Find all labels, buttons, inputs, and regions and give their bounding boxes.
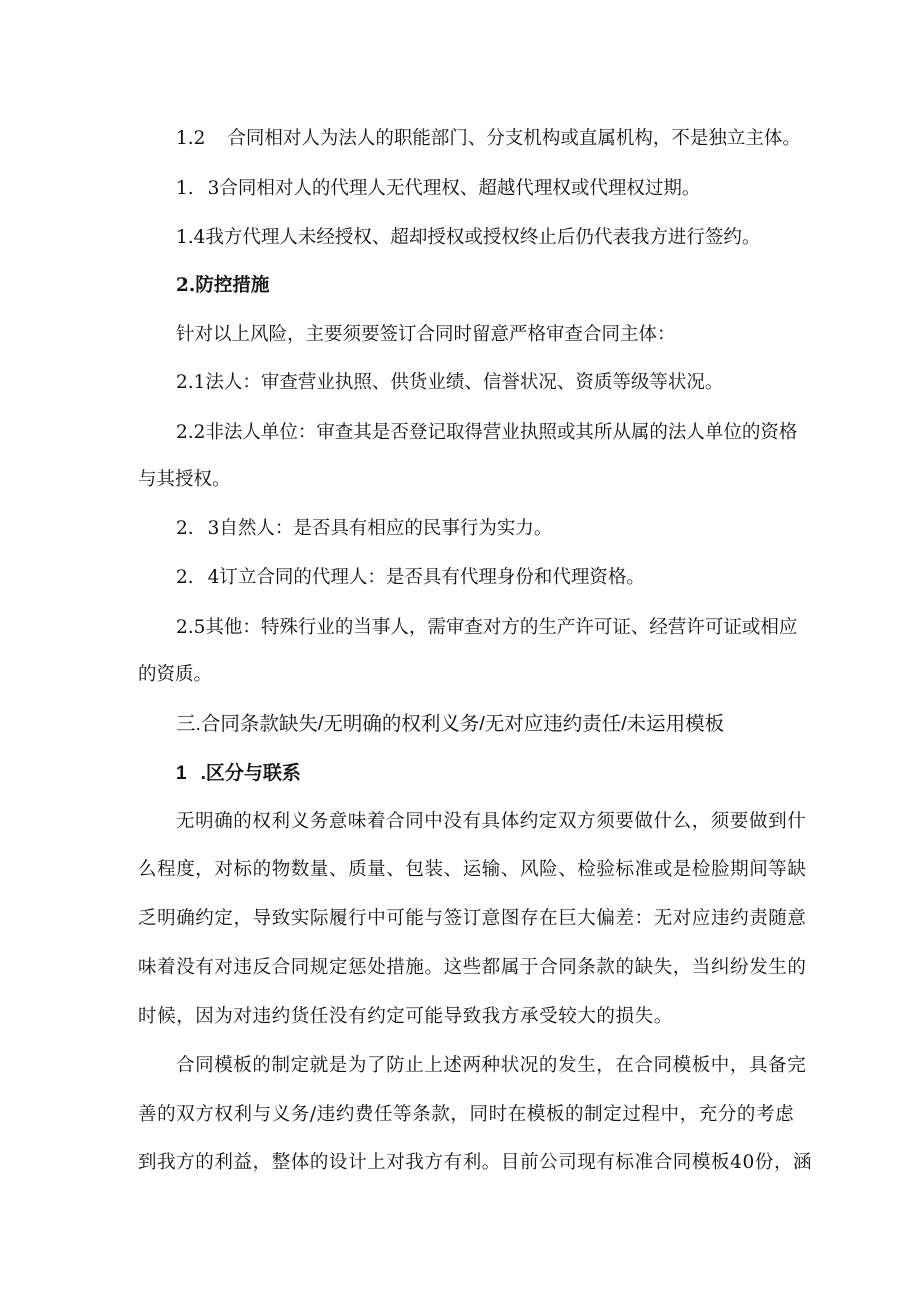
paragraph-line: 合同模板的制定就是为了防止上述两种状况的发生，在合同模板中，具备完 — [176, 1055, 807, 1076]
paragraph-line: 时候，因为对违约货任没有约定可能导致我方承受较大的损失。 — [138, 1006, 673, 1027]
item-1-4: 1.4我方代理人未经授权、超却授权或授权终止后仍代表我方进行签约。 — [176, 227, 761, 248]
paragraph-line: 乏明确约定，导致实际履行中可能与签订意图存在巨大偏差：无对应违约责随意 — [138, 908, 807, 929]
item-text: 4订立合同的代理人：是否具有代理身份和代理资格。 — [207, 567, 645, 588]
item-number: 2. — [176, 518, 194, 539]
heading-number: 1 — [176, 763, 187, 784]
item-2-3 — [176, 520, 552, 539]
section-3-heading: 三.合同条款缺失/无明确的权利义务/无对应违约责任/未运用模板 — [176, 713, 725, 735]
intro-paragraph: 针对以上风险，主要须要签订合同时留意严格审查合同主体： — [176, 324, 676, 345]
item-text: 3自然人：是否具有相应的民事行为实力。 — [207, 518, 553, 539]
paragraph-line: 么程度，对标的物数量、质量、包装、运输、风险、检验标准或是检脸期间等缺 — [138, 859, 807, 880]
item-2-5-line-2: 的资质。 — [138, 664, 213, 685]
item-2-2-line-2: 与其授权。 — [138, 469, 231, 490]
heading-text: .区分与联系 — [200, 763, 301, 784]
item-2-1: 2.1法人：审查营业执照、供货业绩、信誉状况、资质等级等状况。 — [176, 372, 724, 393]
item-1-2 — [176, 130, 801, 149]
item-number: 2. — [176, 567, 194, 588]
paragraph-line: 到我方的利益，整体的设计上对我方有利。目前公司现有标准合同模板40份，涵 — [138, 1152, 813, 1173]
paragraph-line: 味着没有对违反合同规定惩处措施。这些都属于合同条款的缺失，当纠纷发生的 — [138, 957, 807, 978]
paragraph-line: 善的双方权利与义务/违约费任等条款，同时在模板的制定过程中，充分的考虑 — [138, 1104, 795, 1125]
heading-prevention-measures: 2.防控措施 — [176, 275, 270, 296]
paragraph-line: 无明确的权利义务意味着合同中没有具体约定双方须要做什么，须要做到什 — [176, 811, 807, 832]
item-2-4 — [176, 569, 645, 588]
item-number: 1. — [176, 178, 194, 199]
item-number: 1.2 — [176, 128, 206, 149]
item-1-3 — [176, 180, 700, 199]
item-2-5-line-1: 2.5其他：特殊行业的当事人，需审查对方的生产许可证、经营许可证或相应 — [176, 617, 798, 638]
item-text: 合同相对人为法人的职能部门、分支机构或直属机构，不是独立主体。 — [227, 128, 801, 149]
item-2-2-line-1: 2.2非法人单位：审查其是否登记取得营业执照或其所从属的法人单位的资格 — [176, 422, 798, 443]
subheading-distinction-and-relation — [176, 764, 301, 783]
item-text: 3合同相对人的代理人无代理权、超越代理权或代理权过期。 — [207, 178, 701, 199]
